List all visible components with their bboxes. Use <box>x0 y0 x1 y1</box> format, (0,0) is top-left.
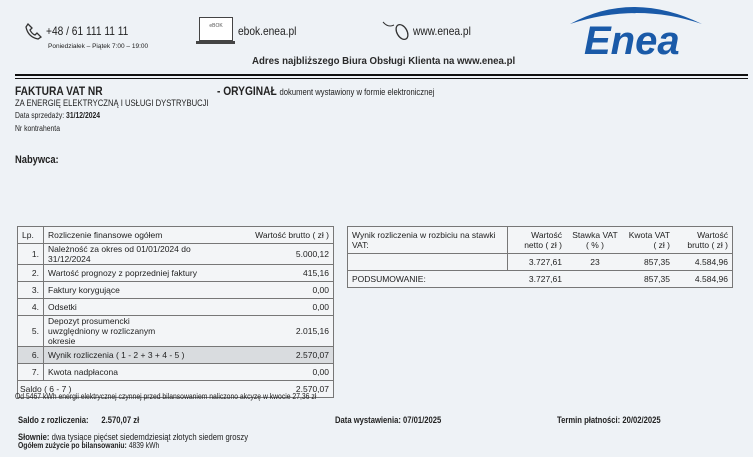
table-cell: 4.584,96 <box>674 254 733 271</box>
settlement-table <box>17 226 334 398</box>
address-line: Adres najbliższego Biura Obsługi Klienta na www.enea.pl <box>252 55 516 67</box>
table-cell: 1. <box>18 244 44 265</box>
table-cell: 3.727,61 <box>508 271 567 288</box>
table-cell: 0,00 <box>235 299 334 316</box>
table-cell: 2. <box>18 265 44 282</box>
table-cell: 5. <box>18 316 44 347</box>
table-row <box>18 299 334 316</box>
ebok-link[interactable]: ebok.enea.pl <box>238 24 297 38</box>
table-cell: Należność za okres od 01/01/2024 do 31/12/2024 <box>44 244 236 265</box>
saldo-summary: Saldo z rozliczenia: 2.570,07 zł <box>18 415 140 425</box>
table-cell: 0,00 <box>235 282 334 299</box>
table-cell: 415,16 <box>235 265 334 282</box>
table-cell: Wynik rozliczenia ( 1 - 2 + 3 + 4 - 5 ) <box>44 347 236 364</box>
table-cell: 4.584,96 <box>674 271 733 288</box>
table-cell: Wartość brutto ( zł ) <box>674 227 733 254</box>
mouse-icon <box>382 20 412 42</box>
table-cell: 3.727,61 <box>528 257 562 267</box>
table-cell: 2.570,07 <box>235 381 334 398</box>
table-cell: PODSUMOWANIE: <box>348 271 508 288</box>
phone-number[interactable]: +48 / 61 111 11 11 <box>46 24 129 38</box>
table-row <box>18 265 334 282</box>
table-cell <box>566 271 624 288</box>
table-cell: 5.000,12 <box>235 244 334 265</box>
table-row <box>18 347 334 364</box>
laptop-icon: eBOK <box>199 17 233 41</box>
summary-row <box>348 271 733 288</box>
sale-date: Data sprzedaży: 31/12/2024 <box>15 111 101 120</box>
original-label: - ORYGINAŁ dokument wystawiony w formie elektronicznej <box>217 84 435 98</box>
www-link[interactable]: www.enea.pl <box>413 24 471 38</box>
table-cell: Wartość brutto ( zł ) <box>235 227 334 244</box>
table-cell: Faktury korygujące <box>44 282 236 299</box>
table-cell: Lp. <box>18 227 44 244</box>
table-cell: 6. <box>18 347 44 364</box>
table-cell: 857,35 <box>644 257 670 267</box>
table-row <box>18 282 334 299</box>
hotline-hours: Poniedziałek – Piątek 7:00 – 19:00 <box>48 43 149 50</box>
vat-table <box>347 226 733 288</box>
contractor-number: Nr kontrahenta <box>15 124 60 133</box>
table-cell: Rozliczenie finansowe ogółem <box>44 227 236 244</box>
table-cell: 23 <box>590 257 600 267</box>
divider <box>15 78 748 79</box>
table-cell: 4. <box>18 299 44 316</box>
svg-text:Enea: Enea <box>584 19 680 58</box>
table-cell: Wartość prognozy z poprzedniej faktury <box>44 265 236 282</box>
table-cell: Wynik rozliczenia w rozbiciu na stawki VAT: <box>348 227 508 254</box>
total-usage: Ogółem zużycie po bilansowaniu: 4839 kWh <box>18 441 160 450</box>
table-cell: 0,00 <box>235 364 334 381</box>
table-header <box>348 227 733 254</box>
table-cell: Odsetki <box>44 299 236 316</box>
table-cell: 3. <box>18 282 44 299</box>
table-cell: Wartość netto ( zł ) <box>508 227 567 254</box>
table-cell: Stawka VAT ( % ) <box>566 227 624 254</box>
table-cell: 2.570,07 <box>235 347 334 364</box>
table-cell <box>348 254 508 271</box>
divider <box>15 74 748 76</box>
laptop-base <box>196 41 235 44</box>
phone-icon <box>24 22 42 40</box>
table-row <box>348 254 733 271</box>
due-date: Termin płatności: 20/02/2025 <box>557 415 661 425</box>
table-cell: 7. <box>18 364 44 381</box>
invoice-subtitle: ZA ENERGIĘ ELEKTRYCZNĄ I USŁUGI DYSTRYBUCJI <box>15 98 209 108</box>
table-cell: Kwota nadpłacona <box>44 364 236 381</box>
table-row <box>18 244 334 265</box>
amount-in-words: Słownie: dwa tysiące pięćset siedemdziesiąt złotych siedem groszy <box>18 432 249 442</box>
buyer-label: Nabywca: <box>15 154 59 166</box>
table-row <box>18 364 334 381</box>
enea-logo <box>562 2 712 58</box>
table-cell: Saldo ( 6 - 7 ) <box>18 381 236 398</box>
table-header <box>18 227 334 244</box>
table-row <box>18 316 334 347</box>
excise-note: Od 5467 kWh energii elektrycznej czynnej przed bilansowaniem naliczono akcyzę w kwocie 27,36 zł <box>15 392 317 401</box>
table-cell: Kwota VAT ( zł ) <box>624 227 674 254</box>
invoice-title: FAKTURA VAT NR <box>15 84 103 98</box>
table-cell: 2.015,16 <box>235 316 334 347</box>
table-cell: 857,35 <box>624 271 674 288</box>
issue-date: Data wystawienia: 07/01/2025 <box>335 415 442 425</box>
table-cell: Depozyt prosumencki uwzględniony w rozliczanym okresie <box>44 316 236 347</box>
